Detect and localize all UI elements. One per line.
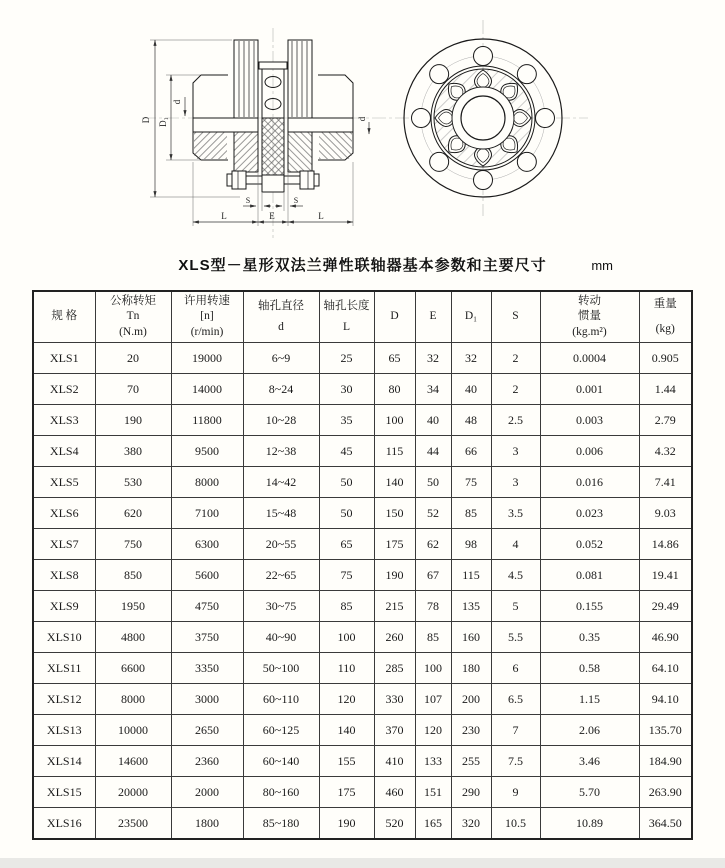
value-cell: 190 (374, 560, 415, 591)
value-cell: 2000 (171, 777, 243, 808)
dim-label-L-right: L (318, 211, 324, 221)
value-cell: 160 (451, 622, 491, 653)
value-cell: 620 (95, 498, 171, 529)
table-row (33, 343, 692, 374)
value-cell: 120 (319, 684, 374, 715)
table-row (33, 684, 692, 715)
header-line: 轴孔直径 (258, 299, 304, 312)
col-header-bore-diameter (243, 291, 319, 343)
value-cell: 460 (374, 777, 415, 808)
value-cell: 40 (415, 405, 451, 436)
col-header-bore-length (319, 291, 374, 343)
spec-cell: XLS10 (33, 622, 95, 653)
value-cell: 94.10 (639, 684, 692, 715)
value-cell: 20000 (95, 777, 171, 808)
value-cell: 165 (415, 808, 451, 840)
header-line: [n] (200, 310, 214, 323)
value-cell: 1.15 (540, 684, 639, 715)
dim-label-d-left: d (172, 99, 182, 105)
header-line: 转动 (578, 294, 601, 307)
value-cell: 4800 (95, 622, 171, 653)
value-cell: 8000 (171, 467, 243, 498)
value-cell: 285 (374, 653, 415, 684)
spec-cell: XLS6 (33, 498, 95, 529)
value-cell: 6 (491, 653, 540, 684)
value-cell: 0.023 (540, 498, 639, 529)
header-line: L (342, 320, 351, 333)
value-cell: 85 (319, 591, 374, 622)
value-cell: 6.5 (491, 684, 540, 715)
value-cell: 14.86 (639, 529, 692, 560)
header-line: Tn (126, 310, 140, 323)
value-cell: 7.5 (491, 746, 540, 777)
table-row (33, 591, 692, 622)
value-cell: 5 (491, 591, 540, 622)
value-cell: 115 (374, 436, 415, 467)
spec-cell: XLS12 (33, 684, 95, 715)
value-cell: 66 (451, 436, 491, 467)
header-line: 重量 (653, 297, 677, 310)
value-cell: 85 (415, 622, 451, 653)
value-cell: 5.70 (540, 777, 639, 808)
value-cell: 65 (374, 343, 415, 374)
value-cell: 1800 (171, 808, 243, 840)
value-cell: 50 (319, 467, 374, 498)
value-cell: 0.905 (639, 343, 692, 374)
value-cell: 40 (451, 374, 491, 405)
value-cell: 48 (451, 405, 491, 436)
col-header-inertia (540, 291, 639, 343)
value-cell: 80~160 (243, 777, 319, 808)
value-cell: 8000 (95, 684, 171, 715)
header-line: 轴孔长度 (323, 299, 370, 312)
value-cell: 80 (374, 374, 415, 405)
unit-label: mm (591, 258, 613, 273)
spec-cell: XLS2 (33, 374, 95, 405)
value-cell: 175 (319, 777, 374, 808)
value-cell: 10~28 (243, 405, 319, 436)
section-view (141, 40, 369, 226)
value-cell: 150 (374, 498, 415, 529)
value-cell: 32 (415, 343, 451, 374)
value-cell: 0.081 (540, 560, 639, 591)
value-cell: 4.5 (491, 560, 540, 591)
value-cell: 85~180 (243, 808, 319, 840)
front-view (404, 39, 562, 197)
col-header-S (491, 291, 540, 343)
spec-cell: XLS11 (33, 653, 95, 684)
header-line: E (429, 310, 437, 323)
spec-cell: XLS9 (33, 591, 95, 622)
value-cell: 3.46 (540, 746, 639, 777)
value-cell: 12~38 (243, 436, 319, 467)
value-cell: 0.0004 (540, 343, 639, 374)
header-line: (r/min) (190, 325, 224, 338)
value-cell: 230 (451, 715, 491, 746)
value-cell: 14600 (95, 746, 171, 777)
value-cell: 3750 (171, 622, 243, 653)
value-cell: 5600 (171, 560, 243, 591)
spec-cell: XLS15 (33, 777, 95, 808)
dim-label-S-left: S (245, 196, 251, 205)
value-cell: 60~140 (243, 746, 319, 777)
header-line: (N.m) (119, 325, 147, 338)
table-row (33, 560, 692, 591)
value-cell: 50 (415, 467, 451, 498)
value-cell: 9.03 (639, 498, 692, 529)
value-cell: 2 (491, 374, 540, 405)
value-cell: 7100 (171, 498, 243, 529)
header-line: (kg) (655, 322, 675, 335)
table-row (33, 498, 692, 529)
value-cell: 19.41 (639, 560, 692, 591)
value-cell: 45 (319, 436, 374, 467)
header-line: 许用转速 (184, 294, 230, 307)
dim-label-D: D (141, 116, 151, 124)
value-cell: 50~100 (243, 653, 319, 684)
value-cell: 3 (491, 467, 540, 498)
page-title: XLS型－星形双法兰弹性联轴器基本参数和主要尺寸 (178, 257, 547, 274)
value-cell: 1950 (95, 591, 171, 622)
value-cell: 40~90 (243, 622, 319, 653)
value-cell: 52 (415, 498, 451, 529)
value-cell: 330 (374, 684, 415, 715)
header-line: d (278, 320, 284, 333)
value-cell: 0.001 (540, 374, 639, 405)
value-cell: 2650 (171, 715, 243, 746)
value-cell: 140 (374, 467, 415, 498)
value-cell: 35 (319, 405, 374, 436)
spec-cell: XLS7 (33, 529, 95, 560)
value-cell: 190 (95, 405, 171, 436)
value-cell: 60~125 (243, 715, 319, 746)
value-cell: 215 (374, 591, 415, 622)
value-cell: 10.89 (540, 808, 639, 840)
value-cell: 0.016 (540, 467, 639, 498)
value-cell: 30~75 (243, 591, 319, 622)
value-cell: 0.58 (540, 653, 639, 684)
value-cell: 1.44 (639, 374, 692, 405)
value-cell: 290 (451, 777, 491, 808)
value-cell: 3 (491, 436, 540, 467)
value-cell: 4.32 (639, 436, 692, 467)
dim-label-E: E (269, 211, 275, 221)
value-cell: 23500 (95, 808, 171, 840)
col-header-D (374, 291, 415, 343)
value-cell: 750 (95, 529, 171, 560)
dim-label-D1: D₁ (158, 117, 168, 127)
value-cell: 32 (451, 343, 491, 374)
table-row (33, 715, 692, 746)
value-cell: 0.35 (540, 622, 639, 653)
value-cell: 2.5 (491, 405, 540, 436)
value-cell: 19000 (171, 343, 243, 374)
header-line: 惯量 (578, 310, 601, 323)
col-header-spec (33, 291, 95, 343)
value-cell: 4750 (171, 591, 243, 622)
table-row (33, 653, 692, 684)
spec-cell: XLS5 (33, 467, 95, 498)
value-cell: 255 (451, 746, 491, 777)
header-row (33, 291, 692, 343)
dim-label-d-right: d (357, 116, 367, 122)
value-cell: 2.06 (540, 715, 639, 746)
value-cell: 98 (451, 529, 491, 560)
spec-cell: XLS14 (33, 746, 95, 777)
value-cell: 520 (374, 808, 415, 840)
value-cell: 65 (319, 529, 374, 560)
value-cell: 180 (451, 653, 491, 684)
dim-label-L-left: L (221, 211, 227, 221)
header-line: D₁ (464, 310, 478, 323)
value-cell: 70 (95, 374, 171, 405)
value-cell: 100 (374, 405, 415, 436)
value-cell: 260 (374, 622, 415, 653)
value-cell: 46.90 (639, 622, 692, 653)
value-cell: 115 (451, 560, 491, 591)
value-cell: 75 (451, 467, 491, 498)
value-cell: 0.155 (540, 591, 639, 622)
value-cell: 7 (491, 715, 540, 746)
value-cell: 100 (319, 622, 374, 653)
value-cell: 364.50 (639, 808, 692, 840)
value-cell: 110 (319, 653, 374, 684)
value-cell: 2.79 (639, 405, 692, 436)
value-cell: 184.90 (639, 746, 692, 777)
value-cell: 200 (451, 684, 491, 715)
value-cell: 6600 (95, 653, 171, 684)
value-cell: 3000 (171, 684, 243, 715)
col-header-E (415, 291, 451, 343)
value-cell: 20~55 (243, 529, 319, 560)
header-line: D (390, 310, 399, 323)
value-cell: 11800 (171, 405, 243, 436)
table-row (33, 529, 692, 560)
value-cell: 14000 (171, 374, 243, 405)
parameters-table (32, 290, 693, 840)
value-cell: 9 (491, 777, 540, 808)
value-cell: 15~48 (243, 498, 319, 529)
value-cell: 190 (319, 808, 374, 840)
value-cell: 30 (319, 374, 374, 405)
header-line: 公称转矩 (110, 294, 156, 307)
value-cell: 10.5 (491, 808, 540, 840)
value-cell: 320 (451, 808, 491, 840)
value-cell: 0.003 (540, 405, 639, 436)
table-row (33, 622, 692, 653)
col-header-D1 (451, 291, 491, 343)
technical-drawing (0, 0, 725, 248)
value-cell: 29.49 (639, 591, 692, 622)
bottom-strip (0, 858, 725, 868)
value-cell: 135 (451, 591, 491, 622)
spec-cell: XLS16 (33, 808, 95, 840)
table-row (33, 374, 692, 405)
header-line: 规 格 (51, 310, 78, 323)
header-line: S (512, 310, 519, 323)
table-row (33, 808, 692, 840)
dim-label-S-right: S (293, 196, 299, 205)
value-cell: 34 (415, 374, 451, 405)
spec-cell: XLS3 (33, 405, 95, 436)
value-cell: 0.006 (540, 436, 639, 467)
value-cell: 530 (95, 467, 171, 498)
value-cell: 6300 (171, 529, 243, 560)
value-cell: 67 (415, 560, 451, 591)
value-cell: 151 (415, 777, 451, 808)
value-cell: 78 (415, 591, 451, 622)
value-cell: 14~42 (243, 467, 319, 498)
spec-cell: XLS8 (33, 560, 95, 591)
value-cell: 850 (95, 560, 171, 591)
value-cell: 10000 (95, 715, 171, 746)
table-body (33, 343, 692, 840)
value-cell: 370 (374, 715, 415, 746)
value-cell: 8~24 (243, 374, 319, 405)
value-cell: 7.41 (639, 467, 692, 498)
header-line: (kg.m²) (572, 325, 607, 338)
value-cell: 3.5 (491, 498, 540, 529)
value-cell: 410 (374, 746, 415, 777)
value-cell: 380 (95, 436, 171, 467)
value-cell: 50 (319, 498, 374, 529)
value-cell: 22~65 (243, 560, 319, 591)
value-cell: 133 (415, 746, 451, 777)
title-row (0, 254, 725, 280)
value-cell: 175 (374, 529, 415, 560)
spec-cell: XLS1 (33, 343, 95, 374)
value-cell: 4 (491, 529, 540, 560)
value-cell: 85 (451, 498, 491, 529)
value-cell: 135.70 (639, 715, 692, 746)
value-cell: 155 (319, 746, 374, 777)
table-row (33, 746, 692, 777)
value-cell: 263.90 (639, 777, 692, 808)
value-cell: 9500 (171, 436, 243, 467)
col-header-weight (639, 291, 692, 343)
value-cell: 107 (415, 684, 451, 715)
value-cell: 6~9 (243, 343, 319, 374)
value-cell: 2 (491, 343, 540, 374)
value-cell: 62 (415, 529, 451, 560)
value-cell: 5.5 (491, 622, 540, 653)
value-cell: 0.052 (540, 529, 639, 560)
spec-cell: XLS13 (33, 715, 95, 746)
value-cell: 60~110 (243, 684, 319, 715)
value-cell: 140 (319, 715, 374, 746)
spec-cell: XLS4 (33, 436, 95, 467)
value-cell: 100 (415, 653, 451, 684)
value-cell: 3350 (171, 653, 243, 684)
value-cell: 20 (95, 343, 171, 374)
value-cell: 75 (319, 560, 374, 591)
value-cell: 120 (415, 715, 451, 746)
col-header-speed (171, 291, 243, 343)
table-row (33, 436, 692, 467)
value-cell: 25 (319, 343, 374, 374)
value-cell: 64.10 (639, 653, 692, 684)
table-row (33, 777, 692, 808)
table-row (33, 405, 692, 436)
value-cell: 2360 (171, 746, 243, 777)
table-row (33, 467, 692, 498)
value-cell: 44 (415, 436, 451, 467)
col-header-torque (95, 291, 171, 343)
